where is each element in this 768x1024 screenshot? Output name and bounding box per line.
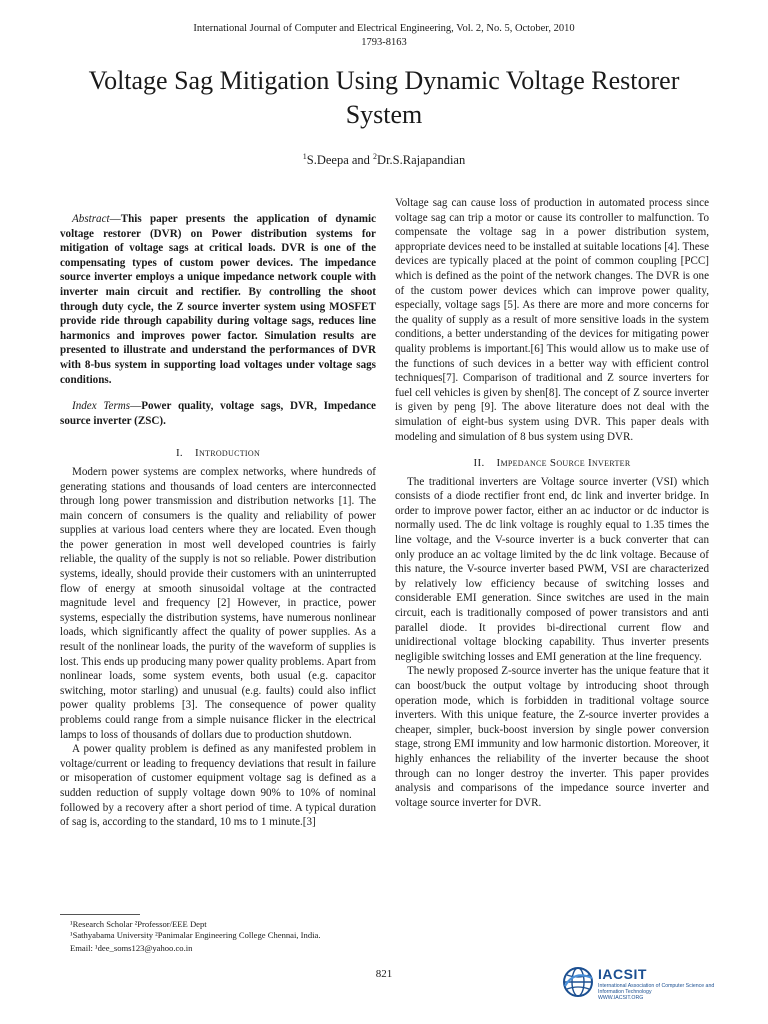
globe-icon [562, 966, 594, 998]
right-column [395, 196, 709, 810]
section1-heading [60, 446, 376, 461]
iacsit-logo [562, 964, 722, 1004]
journal-issn: 1793-8163 [361, 37, 407, 48]
section2-heading [395, 456, 709, 471]
paper-title: Voltage Sag Mitigation Using Dynamic Voltage Restorer System [88, 66, 680, 129]
logo-subtitle [598, 983, 728, 1001]
footnote-affiliation-institutions: ¹Sathyabama University ²Panimalar Engineering College Chennai, India. [70, 930, 321, 940]
author-line [0, 152, 768, 168]
section1-number: I. [175, 447, 183, 460]
journal-header [0, 22, 768, 50]
footnote-email: Email: ¹dee_soms123@yahoo.co.in [70, 943, 193, 953]
section2-paragraph: The newly proposed Z-source inverter has the unique feature that it can boost/buck the output voltage by introducing shoot through operation mode, which is forbidden in traditional voltage source inverters. With this unique feature, the Z-source inverter provides a cheaper, simpler, buck-boost inversion by single power conversion stage, strong EMI immunity and low harmonic distortion. Moreover, it highly enhances the reliability of the inverter because the shoot through can no longer destroy the inverter. This paper provides analysis and comparisons of the impedance source inverter and voltage source inverter for DVR. [395, 665, 709, 809]
abstract-dash: — [109, 213, 121, 225]
section1-paragraph: Voltage sag can cause loss of production in automated process since voltage sag can trip a motor or cause its controller to malfunction. To compensate the voltage sag in a power distribution system, appropriate devices need to be installed at suitable locations [4]. These devices are typically placed at the point of common coupling [PCC] which is defined as the point of the network changes. The DVR is one of the custom power devices which can improve power quality, especially, voltage sags [5]. As there are more and more concerns for the quality of supply as a result of more sensitive loads in the system conditions, a better understanding of the devices for mitigating power quality problems is important.[6] This would allow us to make use of the functions of such devices in a better way with efficient control techniques[7]. Comparison of traditional and Z source inverters for fuel cell vehicles is given by shen[8]. The concept of Z source inverter is given by peng [9]. The above literature does not deal with the simulation of eight-bus system using DVR. This paper deals with modeling and simulation of 8 bus system using DVR. [395, 197, 709, 443]
logo-name: IACSIT [598, 966, 647, 982]
left-column [60, 212, 376, 830]
logo-subtitle-text: International Association of Computer Science and Information Technology [598, 983, 715, 995]
section2-paragraph: The traditional inverters are Voltage source inverter (VSI) which consists of a diode rectifier front end, dc link and inverter bridge. In order to improve power factor, either an ac inductor or dc inductor is normally used. The dc link voltage is roughly equal to 1.35 times the line voltage, and the V-source inverter is a buck converter that can only produce an ac voltage limited by the dc link voltage. Because of this nature, the V-source inverter based PWM, VSI are characterized by relatively low efficiency because of switching losses and considerable EMI generation. Since switches are used in the main circuit, each is traditionally composed of power transistors and anti parallel diode. It provides bi-directional current flow and unidirectional voltage blocking capability. Thus inverter presents negligible switching losses and EMI generation at the line frequency. [395, 475, 709, 663]
author1-name: S.Deepa and [306, 153, 374, 168]
footnotes [60, 914, 376, 954]
journal-line: International Journal of Computer and Electrical Engineering, Vol. 2, No. 5, October, 2010 [193, 23, 575, 34]
section2-number: II. [473, 457, 485, 470]
footnote-rule [60, 914, 140, 915]
section1-paragraph: Modern power systems are complex networks, where hundreds of generating stations and thousands of load centers are interconnected through long power transmission and distribution networks [1]. The main concern of consumers is the quality and reliability of power supplies at various load centers where they are located. Even though the power generation in most well developed countries is fairly reliable, the quality of the supply is not so reliable. Power distribution systems, ideally, should provide their customers with an uninterrupted flow of energy at smooth sinusoidal voltage at the contracted magnitude level and frequency [2] However, in practice, power systems, especially the distribution systems, have numerous nonlinear loads, which significantly affect the quality of power supplies. As a result of the nonlinear loads, the purity of the waveform of supplies is lost. This ends up producing many power quality problems. Apart from nonlinear loads, some system events, both usual (e.g. capacitor switching, motor starling) and unusual (e.g. faults) could also inflict power quality problems [3]. The consequence of power quality problems could range from a simple nuisance flicker in the electrical lamps to loss of thousands of dollars due to production shutdown. [60, 465, 376, 741]
section1-paragraph: A power quality problem is defined as any manifested problem in voltage/current or leading to frequency deviations that result in failure or misoperation of customer equipment voltage sag is defined as a sudden reduction of supply voltage down 90% to 10% of nominal followed by a recovery after a short period of time. A typical duration of sag is, according to the standard, 10 ms to 1 minute.[3] [60, 743, 376, 829]
author2-sup: 2 [373, 152, 378, 161]
index-terms-text: Power quality, voltage sags, DVR, Impedance source inverter (ZSC). [60, 400, 376, 427]
footnote-affiliation-roles: ¹Research Scholar ²Professor/EEE Dept [70, 919, 207, 929]
index-terms-dash: — [130, 400, 142, 413]
page-number: 821 [375, 968, 393, 980]
abstract-text: This paper presents the application of dynamic voltage restorer (DVR) on Power distribution systems for mitigation of voltage sags at critical loads. DVR is one of the compensating types of custom power devices. The impedance source inverter employs a unique impedance network couple with inverter main circuit and rectifier. By controlling the shoot through duty cycle, the Z source inverter system using MOSFET provide ride through capability during voltage sags, reduces line harmonics and improves power factor. Simulation results are presented to illustrate and understand the performances of DVR with 8-bus system in supporting load voltages under voltage sags conditions. [60, 213, 376, 386]
abstract [60, 212, 376, 387]
section2-title: Impedance Source Inverter [496, 457, 631, 470]
author1-sup: 1 [302, 152, 307, 161]
index-terms-label: Index Terms [72, 400, 131, 413]
abstract-label: Abstract [72, 213, 110, 225]
author2-name: Dr.S.Rajapandian [377, 153, 466, 168]
logo-url: WWW.IACSIT.ORG [598, 995, 644, 1001]
section1-title: Introduction [194, 447, 261, 460]
index-terms [60, 399, 376, 428]
